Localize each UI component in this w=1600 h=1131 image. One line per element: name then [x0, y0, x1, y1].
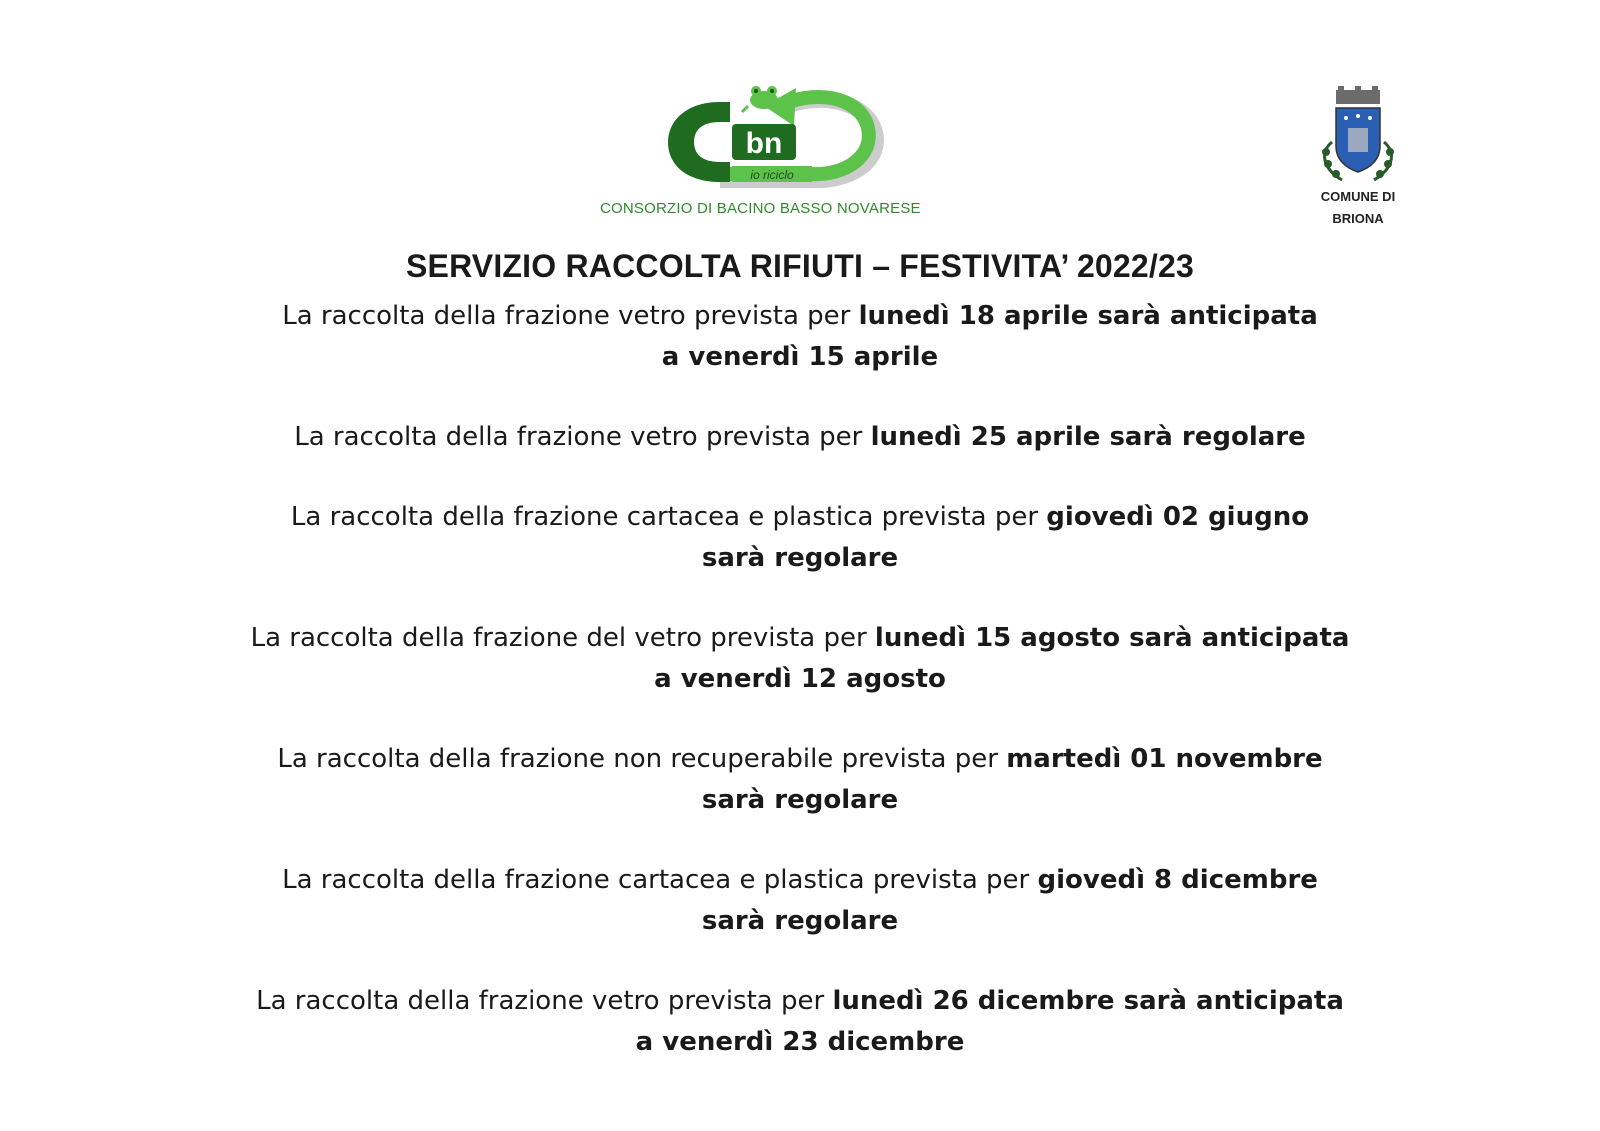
notice-outcome: a venerdì 15 aprile — [661, 342, 939, 372]
cbn-tagline: io riciclo — [750, 168, 794, 182]
notice-date: giovedì 02 giugno — [1046, 502, 1310, 532]
cbn-logo — [600, 82, 960, 232]
notice-date: giovedì 8 dicembre — [1037, 865, 1318, 895]
notice-intro: La raccolta della frazione cartacea e plastica prevista per — [290, 502, 1047, 532]
notice-item — [150, 497, 1450, 579]
notice-date: lunedì 25 aprile sarà regolare — [870, 422, 1306, 452]
crest-icon — [1312, 86, 1404, 190]
notice-date: lunedì 26 dicembre sarà anticipata — [832, 986, 1344, 1016]
notice-outcome: sarà regolare — [701, 785, 899, 815]
comune-caption-line1: COMUNE DI — [1320, 189, 1396, 204]
notice-intro: La raccolta della frazione vetro prevista per — [282, 301, 859, 331]
notice-date: lunedì 15 agosto sarà anticipata — [874, 623, 1350, 653]
cbn-caption: CONSORZIO DI BACINO BASSO NOVARESE — [600, 200, 921, 217]
notice-date: martedì 01 novembre — [1006, 744, 1323, 774]
notice-outcome: a venerdì 12 agosto — [654, 664, 946, 694]
notice-item — [150, 296, 1450, 378]
comune-crest — [1298, 86, 1418, 236]
notice-intro: La raccolta della frazione non recuperabile prevista per — [277, 744, 1007, 774]
notice-item — [150, 739, 1450, 821]
notice-item — [150, 417, 1450, 458]
cbn-recycle-icon — [660, 82, 900, 192]
notice-outcome: a venerdì 23 dicembre — [635, 1027, 965, 1057]
notice-item — [150, 618, 1450, 700]
notice-outcome: sarà regolare — [701, 543, 899, 573]
comune-caption — [1298, 186, 1418, 230]
notice-intro: La raccolta della frazione vetro prevista per — [256, 986, 833, 1016]
notice-intro: La raccolta della frazione del vetro prevista per — [250, 623, 875, 653]
notice-item — [150, 981, 1450, 1063]
notice-intro: La raccolta della frazione vetro prevista per — [294, 422, 871, 452]
notice-outcome: sarà regolare — [701, 906, 899, 936]
notice-list — [150, 296, 1450, 1102]
cbn-logo-letters: bn — [745, 127, 783, 160]
notice-item — [150, 860, 1450, 942]
comune-caption-line2: BRIONA — [1332, 211, 1384, 226]
notice-intro: La raccolta della frazione cartacea e plastica prevista per — [282, 865, 1038, 895]
notice-date: lunedì 18 aprile sarà anticipata — [858, 301, 1318, 331]
page-title: SERVIZIO RACCOLTA RIFIUTI – FESTIVITA’ 2022/23 — [405, 248, 1195, 284]
